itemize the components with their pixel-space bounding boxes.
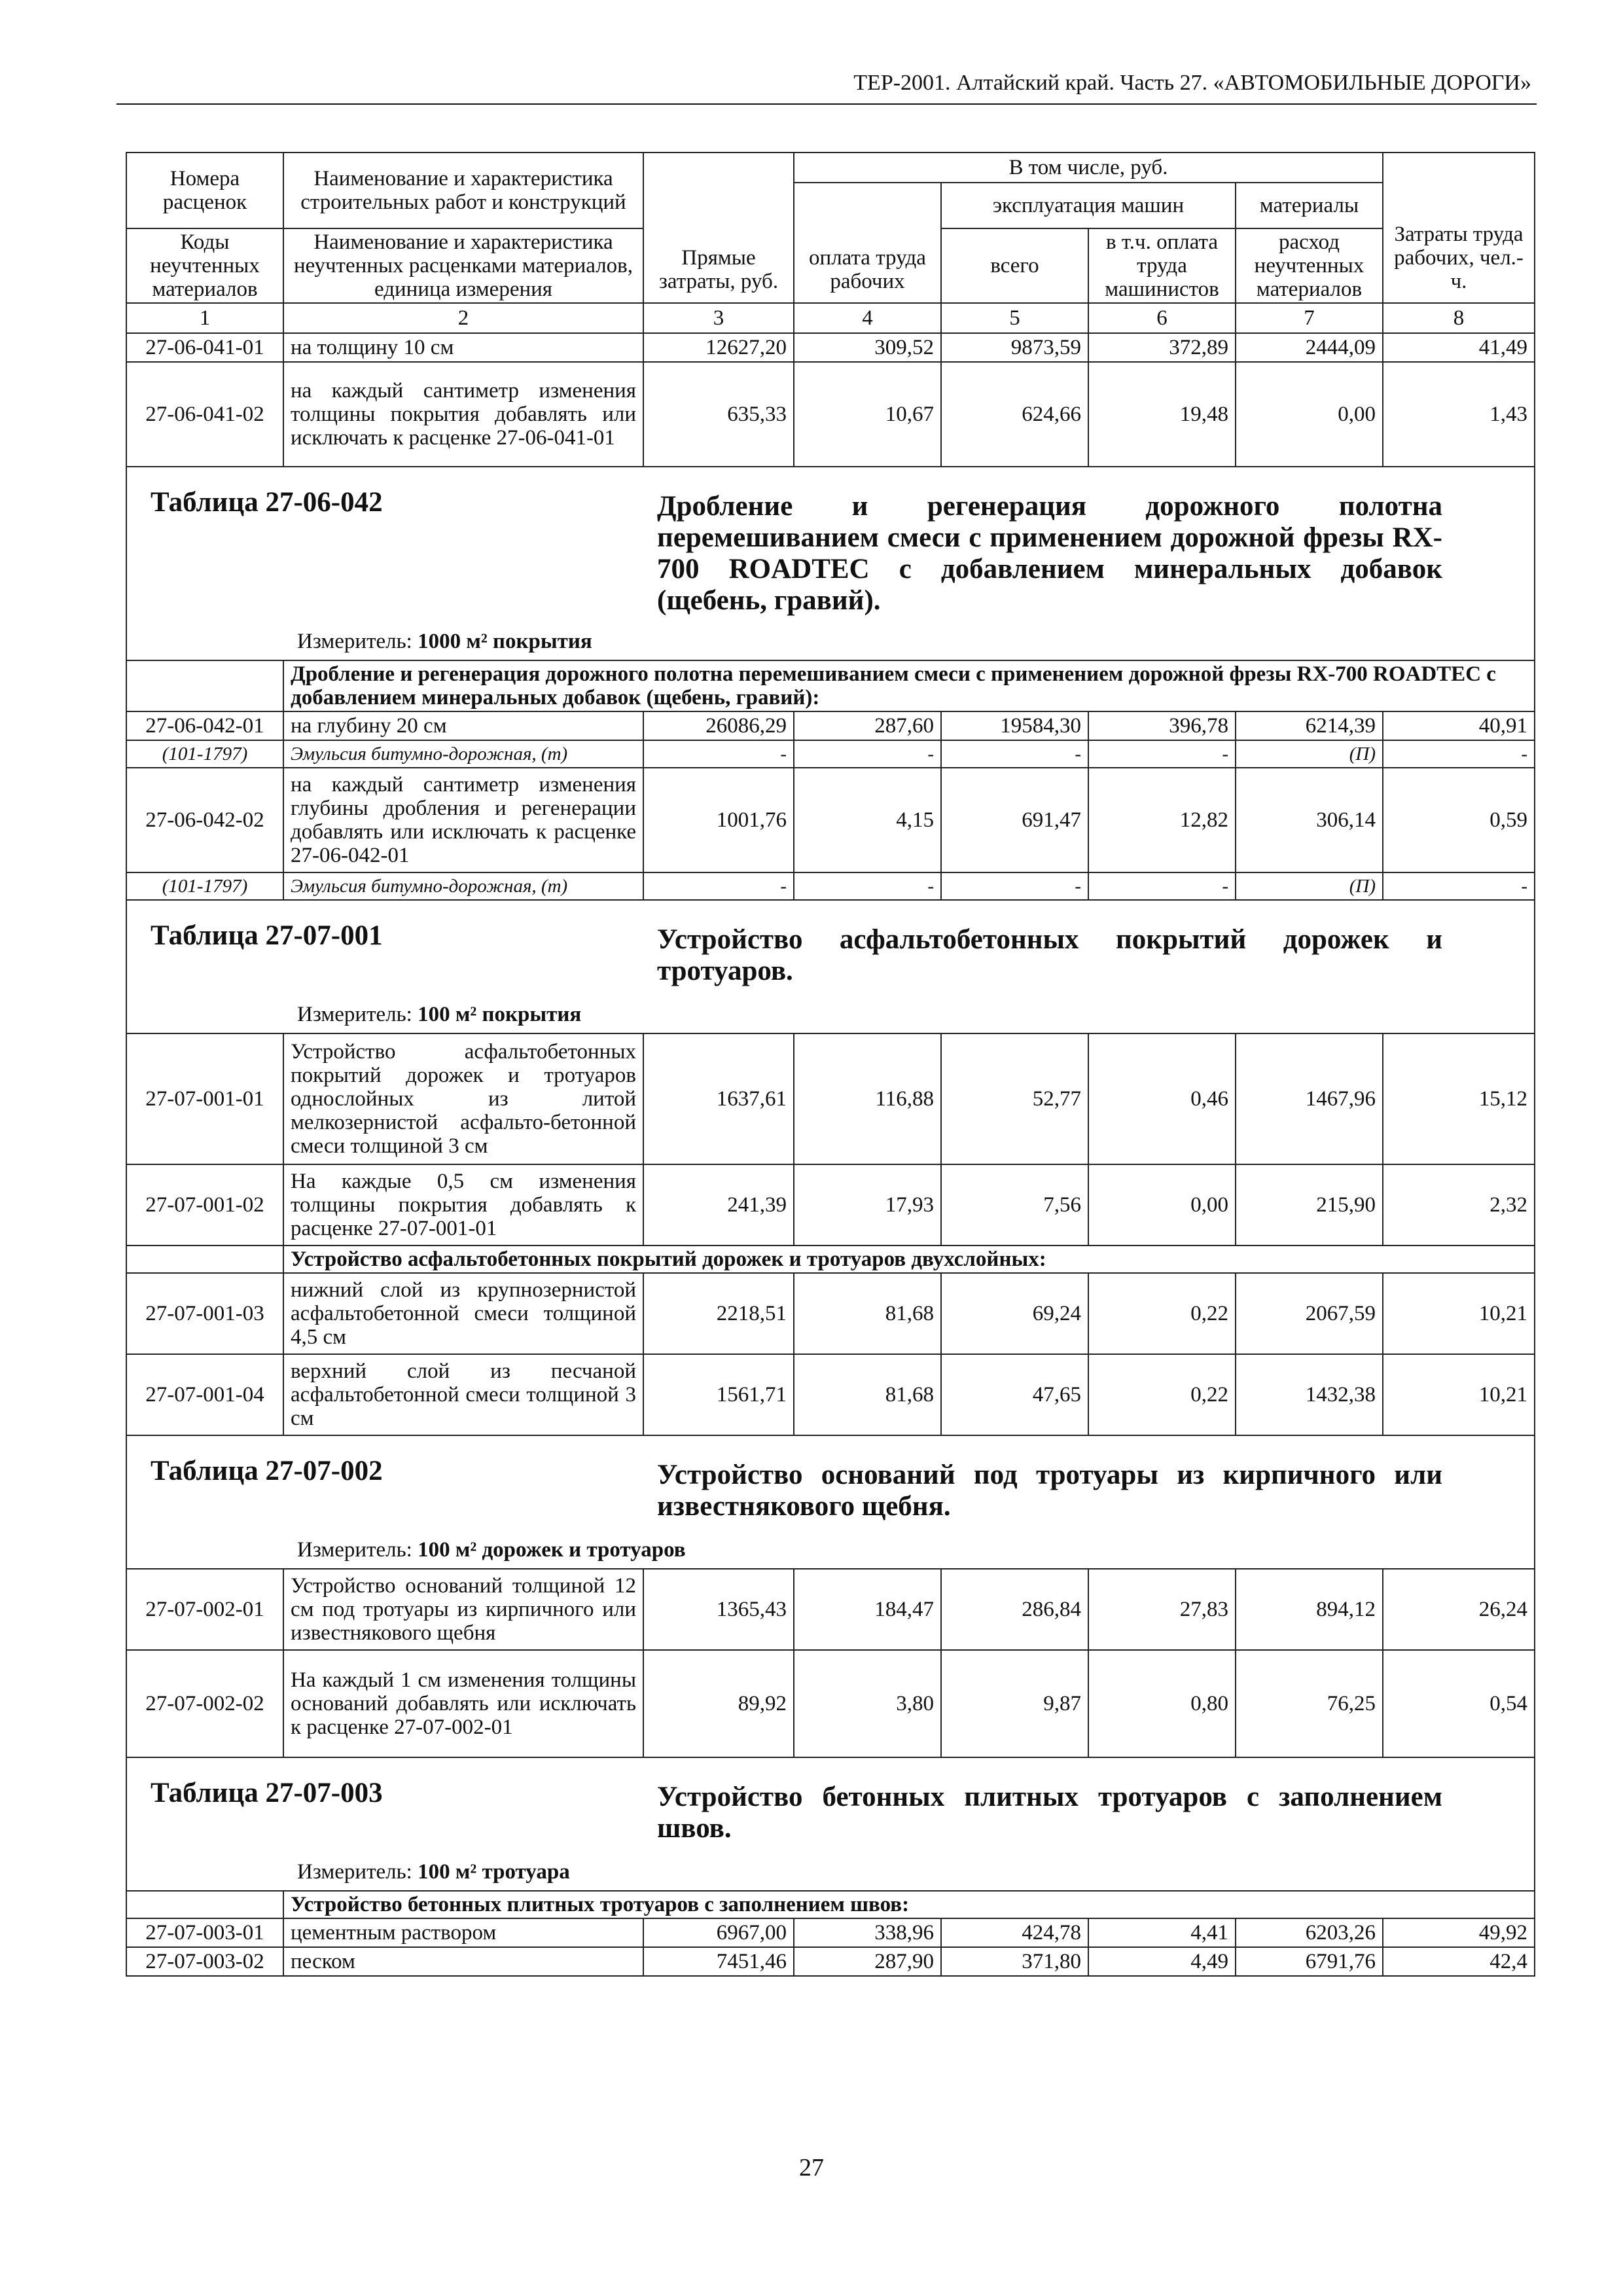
colnum: 4 <box>794 303 941 333</box>
group-heading: Устройство бетонных плитных тротуаров с заполнением швов: <box>283 1891 1535 1918</box>
rate-code: 27-07-003-02 <box>126 1947 283 1976</box>
head-col3: Прямые затраты, руб. <box>643 152 794 303</box>
direct-cost: 2218,51 <box>643 1273 794 1354</box>
labor-hours: 15,12 <box>1383 1033 1535 1164</box>
table-number: Таблица 27-06-042 <box>151 487 383 518</box>
material-code: (101-1797) <box>126 740 283 768</box>
materials: 2444,09 <box>1236 333 1383 362</box>
machinists-pay: 19,48 <box>1088 362 1236 467</box>
rate-code: 27-07-002-02 <box>126 1650 283 1757</box>
colnum: 8 <box>1383 303 1535 333</box>
direct-cost: 6967,00 <box>643 1918 794 1947</box>
machines-total: 52,77 <box>941 1033 1088 1164</box>
rate-code: 27-07-001-04 <box>126 1354 283 1435</box>
table-row <box>126 1918 1535 1947</box>
table-number: Таблица 27-07-003 <box>151 1778 383 1808</box>
machinists-pay: 0,46 <box>1088 1033 1236 1164</box>
rate-code: 27-06-042-02 <box>126 768 283 872</box>
table-title: Устройство бетонных плитных тротуаров с заполнением швов. <box>657 1782 1442 1844</box>
colnum: 1 <box>126 303 283 333</box>
head-col1-bottom: Коды неучтенных материалов <box>126 228 283 303</box>
rate-name: на каждый сантиметр изменения глубины дробления и регенерации добавлять или исключать к расценке 27-06-042-01 <box>283 768 643 872</box>
table-number: Таблица 27-07-002 <box>151 1456 383 1486</box>
labor-pay: 4,15 <box>794 768 941 872</box>
colnum: 7 <box>1236 303 1383 333</box>
table-row <box>126 1164 1535 1246</box>
rate-name: на каждый сантиметр изменения толщины покрытия добавлять или исключать к расценке 27-06-041-01 <box>283 362 643 467</box>
direct-cost: 1365,43 <box>643 1569 794 1650</box>
machines-total: 69,24 <box>941 1273 1088 1354</box>
rate-name: на толщину 10 см <box>283 333 643 362</box>
colnum: 5 <box>941 303 1088 333</box>
materials: 215,90 <box>1236 1164 1383 1246</box>
rate-code: 27-07-001-03 <box>126 1273 283 1354</box>
machinists-pay: 4,41 <box>1088 1918 1236 1947</box>
direct-cost: 635,33 <box>643 362 794 467</box>
machines-total: 424,78 <box>941 1918 1088 1947</box>
materials: 1432,38 <box>1236 1354 1383 1435</box>
labor-pay: 309,52 <box>794 333 941 362</box>
labor-hours: 40,91 <box>1383 711 1535 740</box>
labor-pay: - <box>794 872 941 900</box>
machinists-pay: 12,82 <box>1088 768 1236 872</box>
direct-cost: - <box>643 872 794 900</box>
materials: 0,00 <box>1236 362 1383 467</box>
table-block-27-07-002 <box>126 1435 1535 1569</box>
materials: 2067,59 <box>1236 1273 1383 1354</box>
running-header: ТЕР-2001. Алтайский край. Часть 27. «АВТОМОБИЛЬНЫЕ ДОРОГИ» <box>853 71 1531 95</box>
head-col2-top: Наименование и характеристика строительных работ и конструкций <box>283 152 643 228</box>
materials: 894,12 <box>1236 1569 1383 1650</box>
labor-pay: 17,93 <box>794 1164 941 1246</box>
table-row <box>126 1273 1535 1354</box>
direct-cost: 1637,61 <box>643 1033 794 1164</box>
head-col7: расход неучтенных материалов <box>1236 228 1383 303</box>
labor-pay: 3,80 <box>794 1650 941 1757</box>
rate-code: 27-06-041-01 <box>126 333 283 362</box>
machines-total: - <box>941 740 1088 768</box>
price-table <box>126 152 1535 1977</box>
page-number: 27 <box>799 2154 824 2181</box>
labor-hours: 1,43 <box>1383 362 1535 467</box>
machinists-pay: 0,22 <box>1088 1354 1236 1435</box>
table-row <box>126 362 1535 467</box>
direct-cost: 89,92 <box>643 1650 794 1757</box>
colnum: 6 <box>1088 303 1236 333</box>
table-row <box>126 1354 1535 1435</box>
direct-cost: 241,39 <box>643 1164 794 1246</box>
machinists-pay: 0,22 <box>1088 1273 1236 1354</box>
machinists-pay: 27,83 <box>1088 1569 1236 1650</box>
labor-pay: 287,90 <box>794 1947 941 1976</box>
measure-unit: Измеритель: 1000 м² покрытия <box>297 630 592 653</box>
rate-name: песком <box>283 1947 643 1976</box>
direct-cost: 12627,20 <box>643 333 794 362</box>
materials: (П) <box>1236 872 1383 900</box>
materials: (П) <box>1236 740 1383 768</box>
head-col5: всего <box>941 228 1088 303</box>
materials: 306,14 <box>1236 768 1383 872</box>
direct-cost: 1001,76 <box>643 768 794 872</box>
machinists-pay: - <box>1088 740 1236 768</box>
table-title: Дробление и регенерация дорожного полотна перемешиванием смеси с применением дорожной фрезы RX-700 ROADTEC с добавлением минеральных добавок (щебень, гравий). <box>657 491 1442 616</box>
colnum: 2 <box>283 303 643 333</box>
materials: 6203,26 <box>1236 1918 1383 1947</box>
rate-code: 27-06-041-02 <box>126 362 283 467</box>
rate-name: Устройство асфальтобетонных покрытий дорожек и тротуаров однослойных из литой мелкозернистой асфальто-бетонной смеси толщиной 3 см <box>283 1033 643 1164</box>
labor-pay: 338,96 <box>794 1918 941 1947</box>
material-name: Эмульсия битумно-дорожная, (т) <box>283 872 643 900</box>
machines-total: - <box>941 872 1088 900</box>
rate-code: 27-07-001-02 <box>126 1164 283 1246</box>
machines-total: 371,80 <box>941 1947 1088 1976</box>
labor-pay: 287,60 <box>794 711 941 740</box>
machinists-pay: 0,00 <box>1088 1164 1236 1246</box>
group-heading: Дробление и регенерация дорожного полотна перемешиванием смеси с применением дорожной фрезы RX-700 ROADTEC с добавлением минеральных добавок (щебень, гравий): <box>283 660 1535 711</box>
direct-cost: 1561,71 <box>643 1354 794 1435</box>
table-title: Устройство асфальтобетонных покрытий дорожек и тротуаров. <box>657 924 1442 986</box>
labor-hours: - <box>1383 872 1535 900</box>
machines-total: 19584,30 <box>941 711 1088 740</box>
materials: 76,25 <box>1236 1650 1383 1757</box>
rate-name: верхний слой из песчаной асфальтобетонной смеси толщиной 3 см <box>283 1354 643 1435</box>
machines-total: 691,47 <box>941 768 1088 872</box>
labor-hours: 0,59 <box>1383 768 1535 872</box>
labor-pay: 81,68 <box>794 1354 941 1435</box>
colnum: 3 <box>643 303 794 333</box>
material-code: (101-1797) <box>126 872 283 900</box>
table-row <box>126 1033 1535 1164</box>
machinists-pay: 4,49 <box>1088 1947 1236 1976</box>
table-block-27-06-042 <box>126 467 1535 660</box>
rate-name: на глубину 20 см <box>283 711 643 740</box>
machinists-pay: 0,80 <box>1088 1650 1236 1757</box>
rate-code: 27-07-003-01 <box>126 1918 283 1947</box>
machines-total: 9873,59 <box>941 333 1088 362</box>
labor-hours: 41,49 <box>1383 333 1535 362</box>
group-heading: Устройство асфальтобетонных покрытий дорожек и тротуаров двухслойных: <box>283 1246 1535 1273</box>
rate-name: нижний слой из крупнозернистой асфальтобетонной смеси толщиной 4,5 см <box>283 1273 643 1354</box>
rate-name: На каждый 1 см изменения толщины оснований добавлять или исключать к расценке 27-07-002-01 <box>283 1650 643 1757</box>
table-row <box>126 872 1535 900</box>
direct-cost: 7451,46 <box>643 1947 794 1976</box>
header-divider <box>116 103 1537 105</box>
table-row <box>126 1569 1535 1650</box>
labor-hours: 26,24 <box>1383 1569 1535 1650</box>
head-col4: оплата труда рабочих <box>794 183 941 303</box>
rate-name: цементным раствором <box>283 1918 643 1947</box>
labor-hours: 49,92 <box>1383 1918 1535 1947</box>
machines-total: 286,84 <box>941 1569 1088 1650</box>
material-name: Эмульсия битумно-дорожная, (т) <box>283 740 643 768</box>
machines-total: 624,66 <box>941 362 1088 467</box>
head-col2-bottom: Наименование и характеристика неучтенных расценками материалов, единица измерения <box>283 228 643 303</box>
rate-name: Устройство оснований толщиной 12 см под тротуары из кирпичного или известнякового щебня <box>283 1569 643 1650</box>
labor-pay: 184,47 <box>794 1569 941 1650</box>
labor-hours: 10,21 <box>1383 1354 1535 1435</box>
table-row <box>126 740 1535 768</box>
head-col8: Затраты труда рабочих, чел.-ч. <box>1383 152 1535 303</box>
machinists-pay: 396,78 <box>1088 711 1236 740</box>
table-row <box>126 711 1535 740</box>
labor-pay: - <box>794 740 941 768</box>
head-group-materials: материалы <box>1236 183 1383 228</box>
labor-pay: 10,67 <box>794 362 941 467</box>
machinists-pay: - <box>1088 872 1236 900</box>
measure-unit: Измеритель: 100 м² покрытия <box>297 1003 582 1026</box>
table-row <box>126 333 1535 362</box>
machines-total: 7,56 <box>941 1164 1088 1246</box>
labor-hours: 2,32 <box>1383 1164 1535 1246</box>
machines-total: 9,87 <box>941 1650 1088 1757</box>
labor-hours: 10,21 <box>1383 1273 1535 1354</box>
direct-cost: 26086,29 <box>643 711 794 740</box>
labor-hours: 0,54 <box>1383 1650 1535 1757</box>
labor-pay: 81,68 <box>794 1273 941 1354</box>
head-group-machines: эксплуатация машин <box>941 183 1236 228</box>
labor-hours: - <box>1383 740 1535 768</box>
table-title: Устройство оснований под тротуары из кирпичного или известнякового щебня. <box>657 1460 1442 1522</box>
labor-hours: 42,4 <box>1383 1947 1535 1976</box>
head-col1-top: Номера расценок <box>126 152 283 228</box>
head-group-incl: В том числе, руб. <box>794 152 1383 183</box>
table-row <box>126 768 1535 872</box>
table-row <box>126 1650 1535 1757</box>
rate-code: 27-07-001-01 <box>126 1033 283 1164</box>
labor-pay: 116,88 <box>794 1033 941 1164</box>
machinists-pay: 372,89 <box>1088 333 1236 362</box>
rate-code: 27-07-002-01 <box>126 1569 283 1650</box>
direct-cost: - <box>643 740 794 768</box>
measure-unit: Измеритель: 100 м² тротуара <box>297 1860 570 1884</box>
head-col6: в т.ч. оплата труда машинистов <box>1088 228 1236 303</box>
table-row <box>126 1947 1535 1976</box>
table-number: Таблица 27-07-001 <box>151 920 383 951</box>
materials: 6791,76 <box>1236 1947 1383 1976</box>
rate-name: На каждые 0,5 см изменения толщины покрытия добавлять к расценке 27-07-001-01 <box>283 1164 643 1246</box>
materials: 1467,96 <box>1236 1033 1383 1164</box>
machines-total: 47,65 <box>941 1354 1088 1435</box>
materials: 6214,39 <box>1236 711 1383 740</box>
table-block-27-07-003 <box>126 1757 1535 1891</box>
table-block-27-07-001 <box>126 900 1535 1033</box>
measure-unit: Измеритель: 100 м² дорожек и тротуаров <box>297 1538 686 1562</box>
rate-code: 27-06-042-01 <box>126 711 283 740</box>
